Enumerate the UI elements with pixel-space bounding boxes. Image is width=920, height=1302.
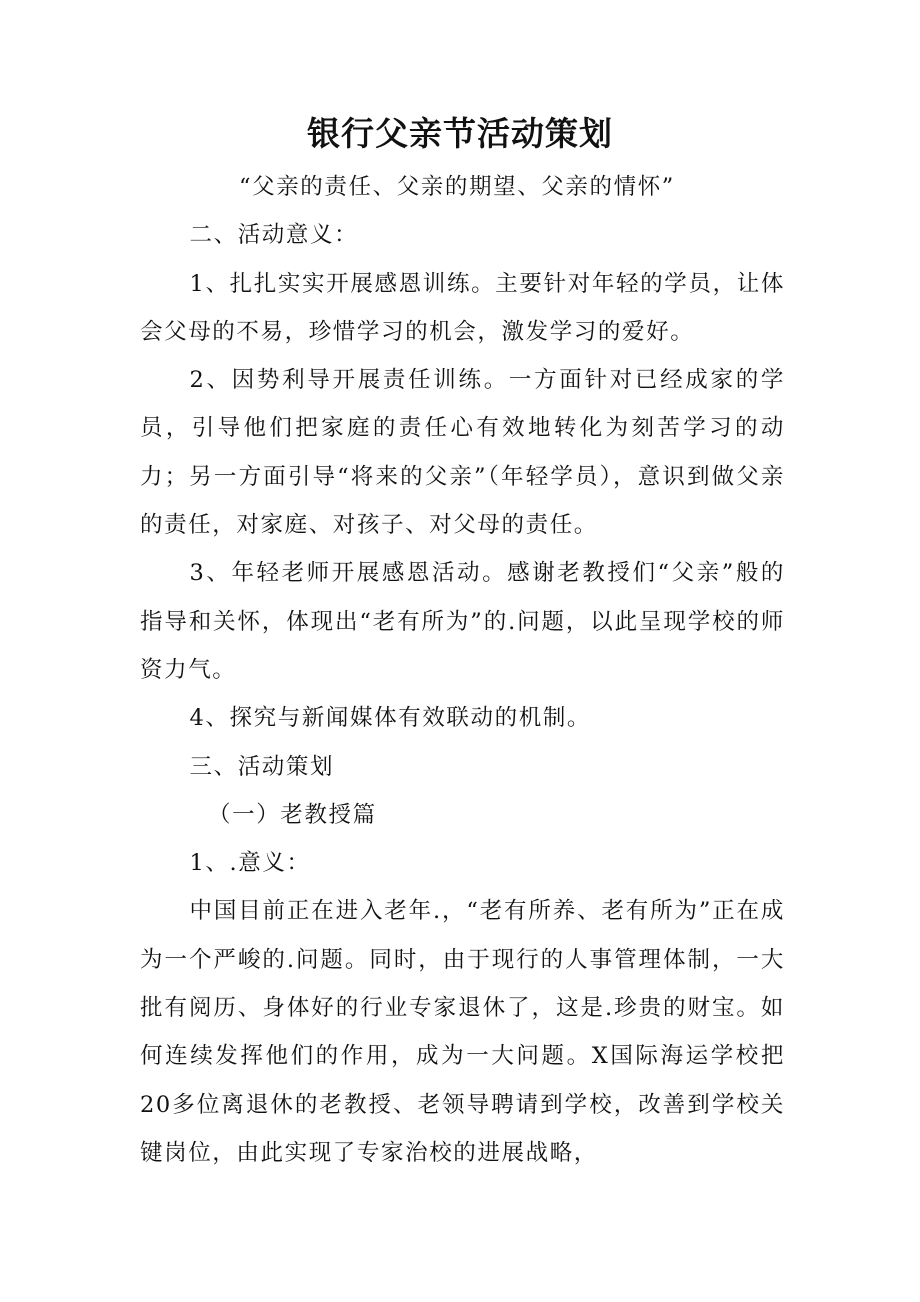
document-title: 银行父亲节活动策划: [307, 114, 613, 153]
subsection-heading-1: （一）老教授篇: [208, 801, 377, 828]
slogan-line: “父亲的责任、父亲的期望、父亲的情怀”: [239, 174, 675, 200]
document-body: [140, 163, 785, 1177]
section-heading-2: 二、活动意义：: [189, 222, 359, 249]
paragraph-item-3: 3、年轻老师开展感恩活动。感谢老教授们“父亲”般的指导和关怀，体现出“老有所为”的.问题，以此呈现学校的师资力气。: [140, 560, 785, 683]
body-paragraph: 中国目前正在进入老年.，“老有所养、老有所为”正在成为一个严峻的.问题。同时，由于现行的人事管理体制，一大批有阅历、身体好的行业专家退休了，这是.珍贵的财宝。如何连续发挥他们的作用，成为一大问题。X国际海运学校把20多位离退休的老教授、老领导聘请到学校，改善到学校关键岗位，由此实现了专家治校的进展战略，: [140, 898, 785, 1166]
section-heading-3: 三、活动策划: [189, 753, 335, 780]
subsection-item-1: 1、.意义：: [189, 850, 311, 877]
paragraph-item-1: 1、扎扎实实开展感恩训练。主要针对年轻的学员，让体会父母的不易，珍惜学习的机会，激发学习的爱好。: [140, 270, 785, 345]
paragraph-item-4: 4、探究与新闻媒体有效联动的机制。: [189, 705, 592, 732]
paragraph-item-2: 2、因势利导开展责任训练。一方面针对已经成家的学员，引导他们把家庭的责任心有效地转化为刻苦学习的动力；另一方面引导“将来的父亲”（年轻学员），意识到做父亲的责任，对家庭、对孩子、对父母的责任。: [140, 367, 785, 539]
